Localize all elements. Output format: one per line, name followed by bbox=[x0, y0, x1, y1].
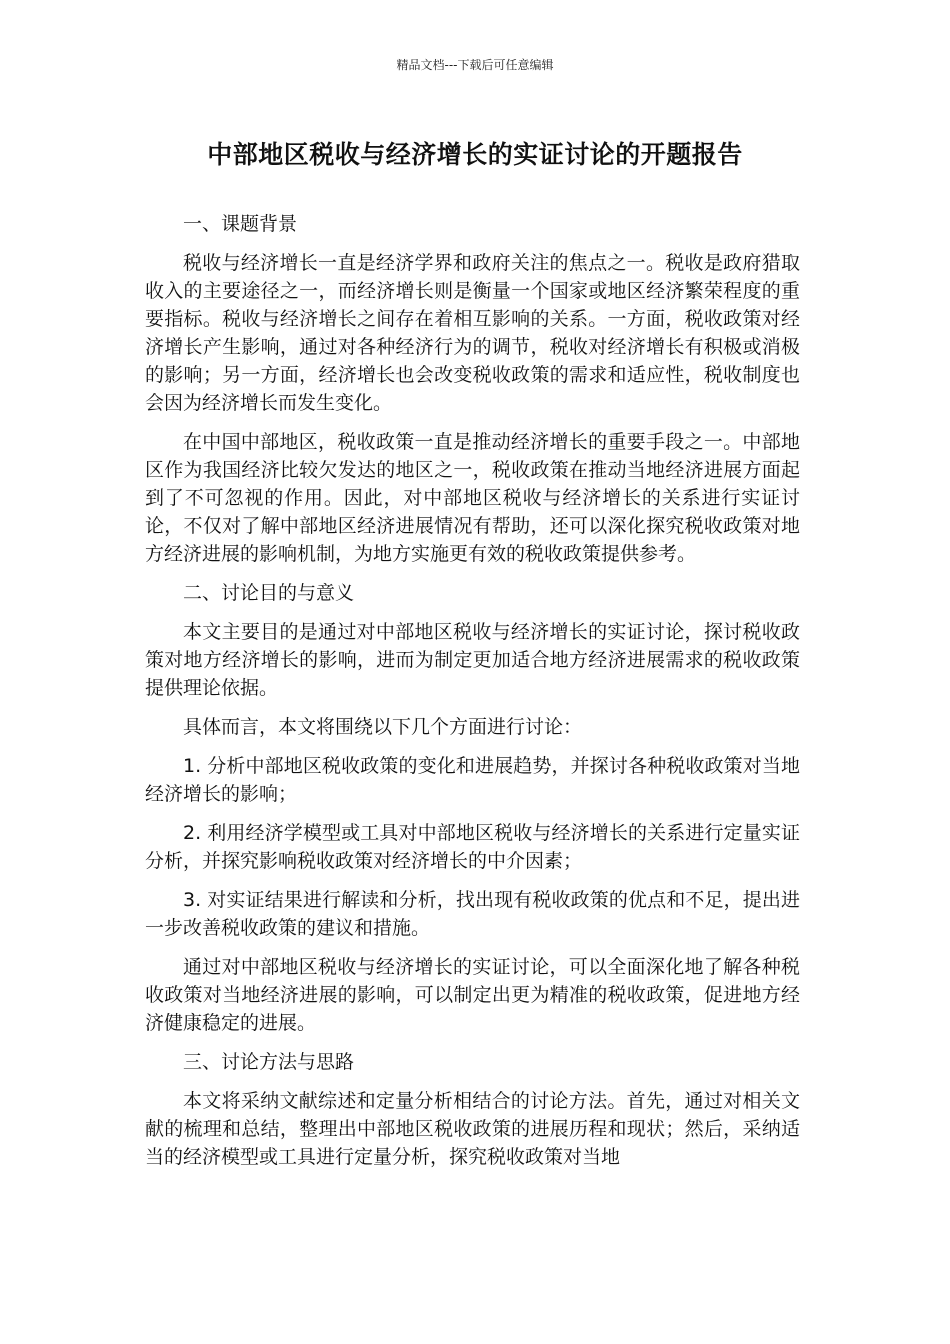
page-header-note: 精品文档---下载后可任意编辑 bbox=[396, 58, 554, 72]
list-item-purpose-1: 1. 分析中部地区税收政策的变化和进展趋势，并探讨各种税收政策对当地经济增长的影响； bbox=[145, 755, 800, 805]
paragraph-purpose-2: 具体而言，本文将围绕以下几个方面进行讨论： bbox=[183, 716, 583, 738]
section-heading-background: 一、课题背景 bbox=[183, 213, 298, 235]
section-heading-purpose: 二、讨论目的与意义 bbox=[183, 582, 355, 604]
paragraph-method-1: 本文将采纳文献综述和定量分析相结合的讨论方法。首先，通过对相关文献的梳理和总结，整理出中部地区税收政策的进展历程和现状；然后，采纳适当的经济模型或工具进行定量分析，探究税收政策对当地 bbox=[145, 1090, 800, 1168]
document-title: 中部地区税收与经济增长的实证讨论的开题报告 bbox=[207, 140, 743, 169]
paragraph-background-2: 在中国中部地区，税收政策一直是推动经济增长的重要手段之一。中部地区作为我国经济比较欠发达的地区之一，税收政策在推动当地经济进展方面起到了不可忽视的作用。因此，对中部地区税收与经济增长的关系进行实证讨论，不仅对了解中部地区经济进展情况有帮助，还可以深化探究税收政策对地方经济进展的影响机制，为地方实施更有效的税收政策提供参考。 bbox=[145, 431, 800, 565]
paragraph-purpose-3: 通过对中部地区税收与经济增长的实证讨论，可以全面深化地了解各种税收政策对当地经济进展的影响，可以制定出更为精准的税收政策，促进地方经济健康稳定的进展。 bbox=[145, 956, 800, 1034]
document-body bbox=[145, 210, 800, 1182]
section-heading-method: 三、讨论方法与思路 bbox=[183, 1051, 355, 1073]
paragraph-purpose-1: 本文主要目的是通过对中部地区税收与经济增长的实证讨论，探讨税收政策对地方经济增长的影响，进而为制定更加适合地方经济进展需求的税收政策提供理论依据。 bbox=[145, 621, 800, 699]
list-item-purpose-2: 2. 利用经济学模型或工具对中部地区税收与经济增长的关系进行定量实证分析，并探究影响税收政策对经济增长的中介因素； bbox=[145, 822, 800, 872]
list-item-purpose-3: 3. 对实证结果进行解读和分析，找出现有税收政策的优点和不足，提出进一步改善税收政策的建议和措施。 bbox=[145, 889, 800, 939]
paragraph-background-1: 税收与经济增长一直是经济学界和政府关注的焦点之一。税收是政府猎取收入的主要途径之一，而经济增长则是衡量一个国家或地区经济繁荣程度的重要指标。税收与经济增长之间存在着相互影响的关系。一方面，税收政策对经济增长产生影响，通过对各种经济行为的调节，税收对经济增长有积极或消极的影响；另一方面，经济增长也会改变税收政策的需求和适应性，税收制度也会因为经济增长而发生变化。 bbox=[145, 252, 800, 414]
